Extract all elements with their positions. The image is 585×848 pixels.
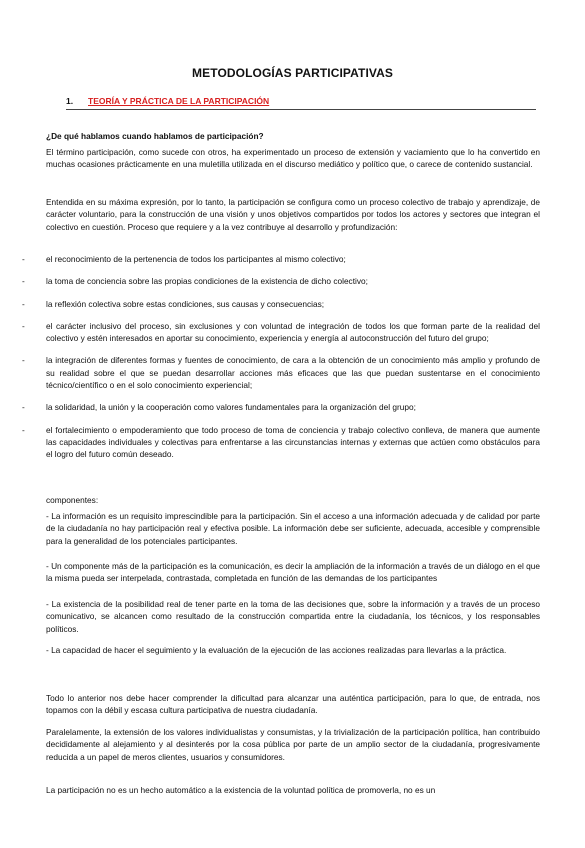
section-divider (66, 109, 536, 110)
list-item-text: la solidaridad, la unión y la cooperación como valores fundamentales para la organización del grupo; (46, 402, 416, 413)
component-item: - La información es un requisito imprescindible para la participación. Sin el acceso a una información adecuada y de calidad por parte de la ciudadanía no hay participación real y efectiva posible. La información debe ser suficiente, adecuada, accesible y comprensible para la generalidad de los potenciales participantes. (46, 511, 540, 546)
bullet-marker: - (22, 276, 25, 287)
bullet-marker: - (22, 402, 25, 413)
section-number: 1. (66, 96, 74, 106)
list-item (22, 298, 540, 310)
list-item-text: el fortalecimiento o empoderamiento que todo proceso de toma de conciencia y trabajo colectivo conlleva, de manera que aumente las capacidades individuales y colectivas para enfrentarse a las circunstancias internas y externas que actúen como obstáculos para el logro del futuro común deseado. (46, 424, 540, 460)
list-item (22, 275, 540, 287)
bullet-list (22, 253, 540, 471)
list-item (22, 401, 540, 413)
question-heading: ¿De qué hablamos cuando hablamos de participación? (46, 131, 264, 141)
list-item-text: el reconocimiento de la pertenencia de todos los participantes al mismo colectivo; (46, 254, 346, 264)
list-item (22, 253, 540, 265)
component-item: - La capacidad de hacer el seguimiento y la evaluación de la ejecución de las acciones realizadas para llevarlas a la práctica. (46, 645, 507, 655)
components-heading: componentes: (46, 495, 99, 505)
list-item-text: la reflexión colectiva sobre estas condiciones, sus causas y consecuencias; (46, 298, 325, 309)
list-item (22, 424, 540, 461)
bullet-marker: - (22, 254, 25, 264)
section-heading (66, 96, 536, 106)
paragraph: Todo lo anterior nos debe hacer comprender la dificultad para alcanzar una auténtica participación, para lo que, de entrada, nos topamos con la débil y escasa cultura participativa de nuestra ciudadanía. (46, 693, 540, 716)
list-item (22, 320, 540, 345)
paragraph: El término participación, como sucede con otros, ha experimentado un proceso de extensión y vaciamiento que lo ha convertido en muchas ocasiones prácticamente en una muletilla utilizada en el discurso mediático y político que, o carece de contenido sustancial. (46, 147, 540, 170)
list-item-text: el carácter inclusivo del proceso, sin exclusiones y con voluntad de integración de todos los que forman parte de la realidad del colectivo y estén interesados en aportar su conocimiento, experiencia y energía al autoconstrucción del futuro del grupo; (46, 320, 540, 344)
list-item (22, 354, 540, 391)
paragraph: Paralelamente, la extensión de los valores individualistas y consumistas, y la trivialización de la participación política, han contribuido decididamente al alejamiento y al desinterés por la cosa pública por parte de un amplio sector de la ciudadanía, progresivamente reducida a un papel de meros clientes, usuarios y consumidores. (46, 727, 540, 762)
bullet-marker: - (22, 424, 25, 435)
bullet-marker: - (22, 355, 25, 366)
list-item-text: la toma de conciencia sobre las propias condiciones de la existencia de dicho colectivo; (46, 276, 368, 287)
paragraph: Entendida en su máxima expresión, por lo tanto, la participación se configura como un proceso colectivo de trabajo y aprendizaje, de carácter voluntario, para la construcción de una visión y unos objetivos compartidos por todos los actores y sectores que integran el colectivo en cuestión. Proceso que requiere y a la vez contribuye al desarrollo y profundización: (46, 197, 540, 232)
document-title: METODOLOGÍAS PARTICIPATIVAS (192, 66, 393, 80)
bullet-marker: - (22, 320, 25, 331)
component-item: - Un componente más de la participación es la comunicación, es decir la ampliación de la información a través de un diálogo en el que la misma pueda ser interpelada, contrastada, completada en función de las demandas de los participantes (46, 561, 540, 584)
section-title: TEORÍA Y PRÁCTICA DE LA PARTICIPACIÓN (88, 96, 270, 106)
component-item: - La existencia de la posibilidad real de tener parte en la toma de las decisiones que, sobre la información y a través de un proceso comunicativo, se alcancen como resultado de la construcción compartida entre la ciudadanía, los técnicos, y los responsables políticos. (46, 599, 540, 634)
bullet-marker: - (22, 298, 25, 309)
paragraph: La participación no es un hecho automático a la existencia de la voluntad política de promoverla, no es un (46, 785, 436, 795)
list-item-text: la integración de diferentes formas y fuentes de conocimiento, de cara a la obtención de un conocimiento más amplio y profundo de su realidad sobre el que se puedan desarrollar acciones más eficaces que las que puedan sustentarse en el conocimiento técnico/científico o en el solo conocimiento experiencial; (46, 355, 540, 391)
